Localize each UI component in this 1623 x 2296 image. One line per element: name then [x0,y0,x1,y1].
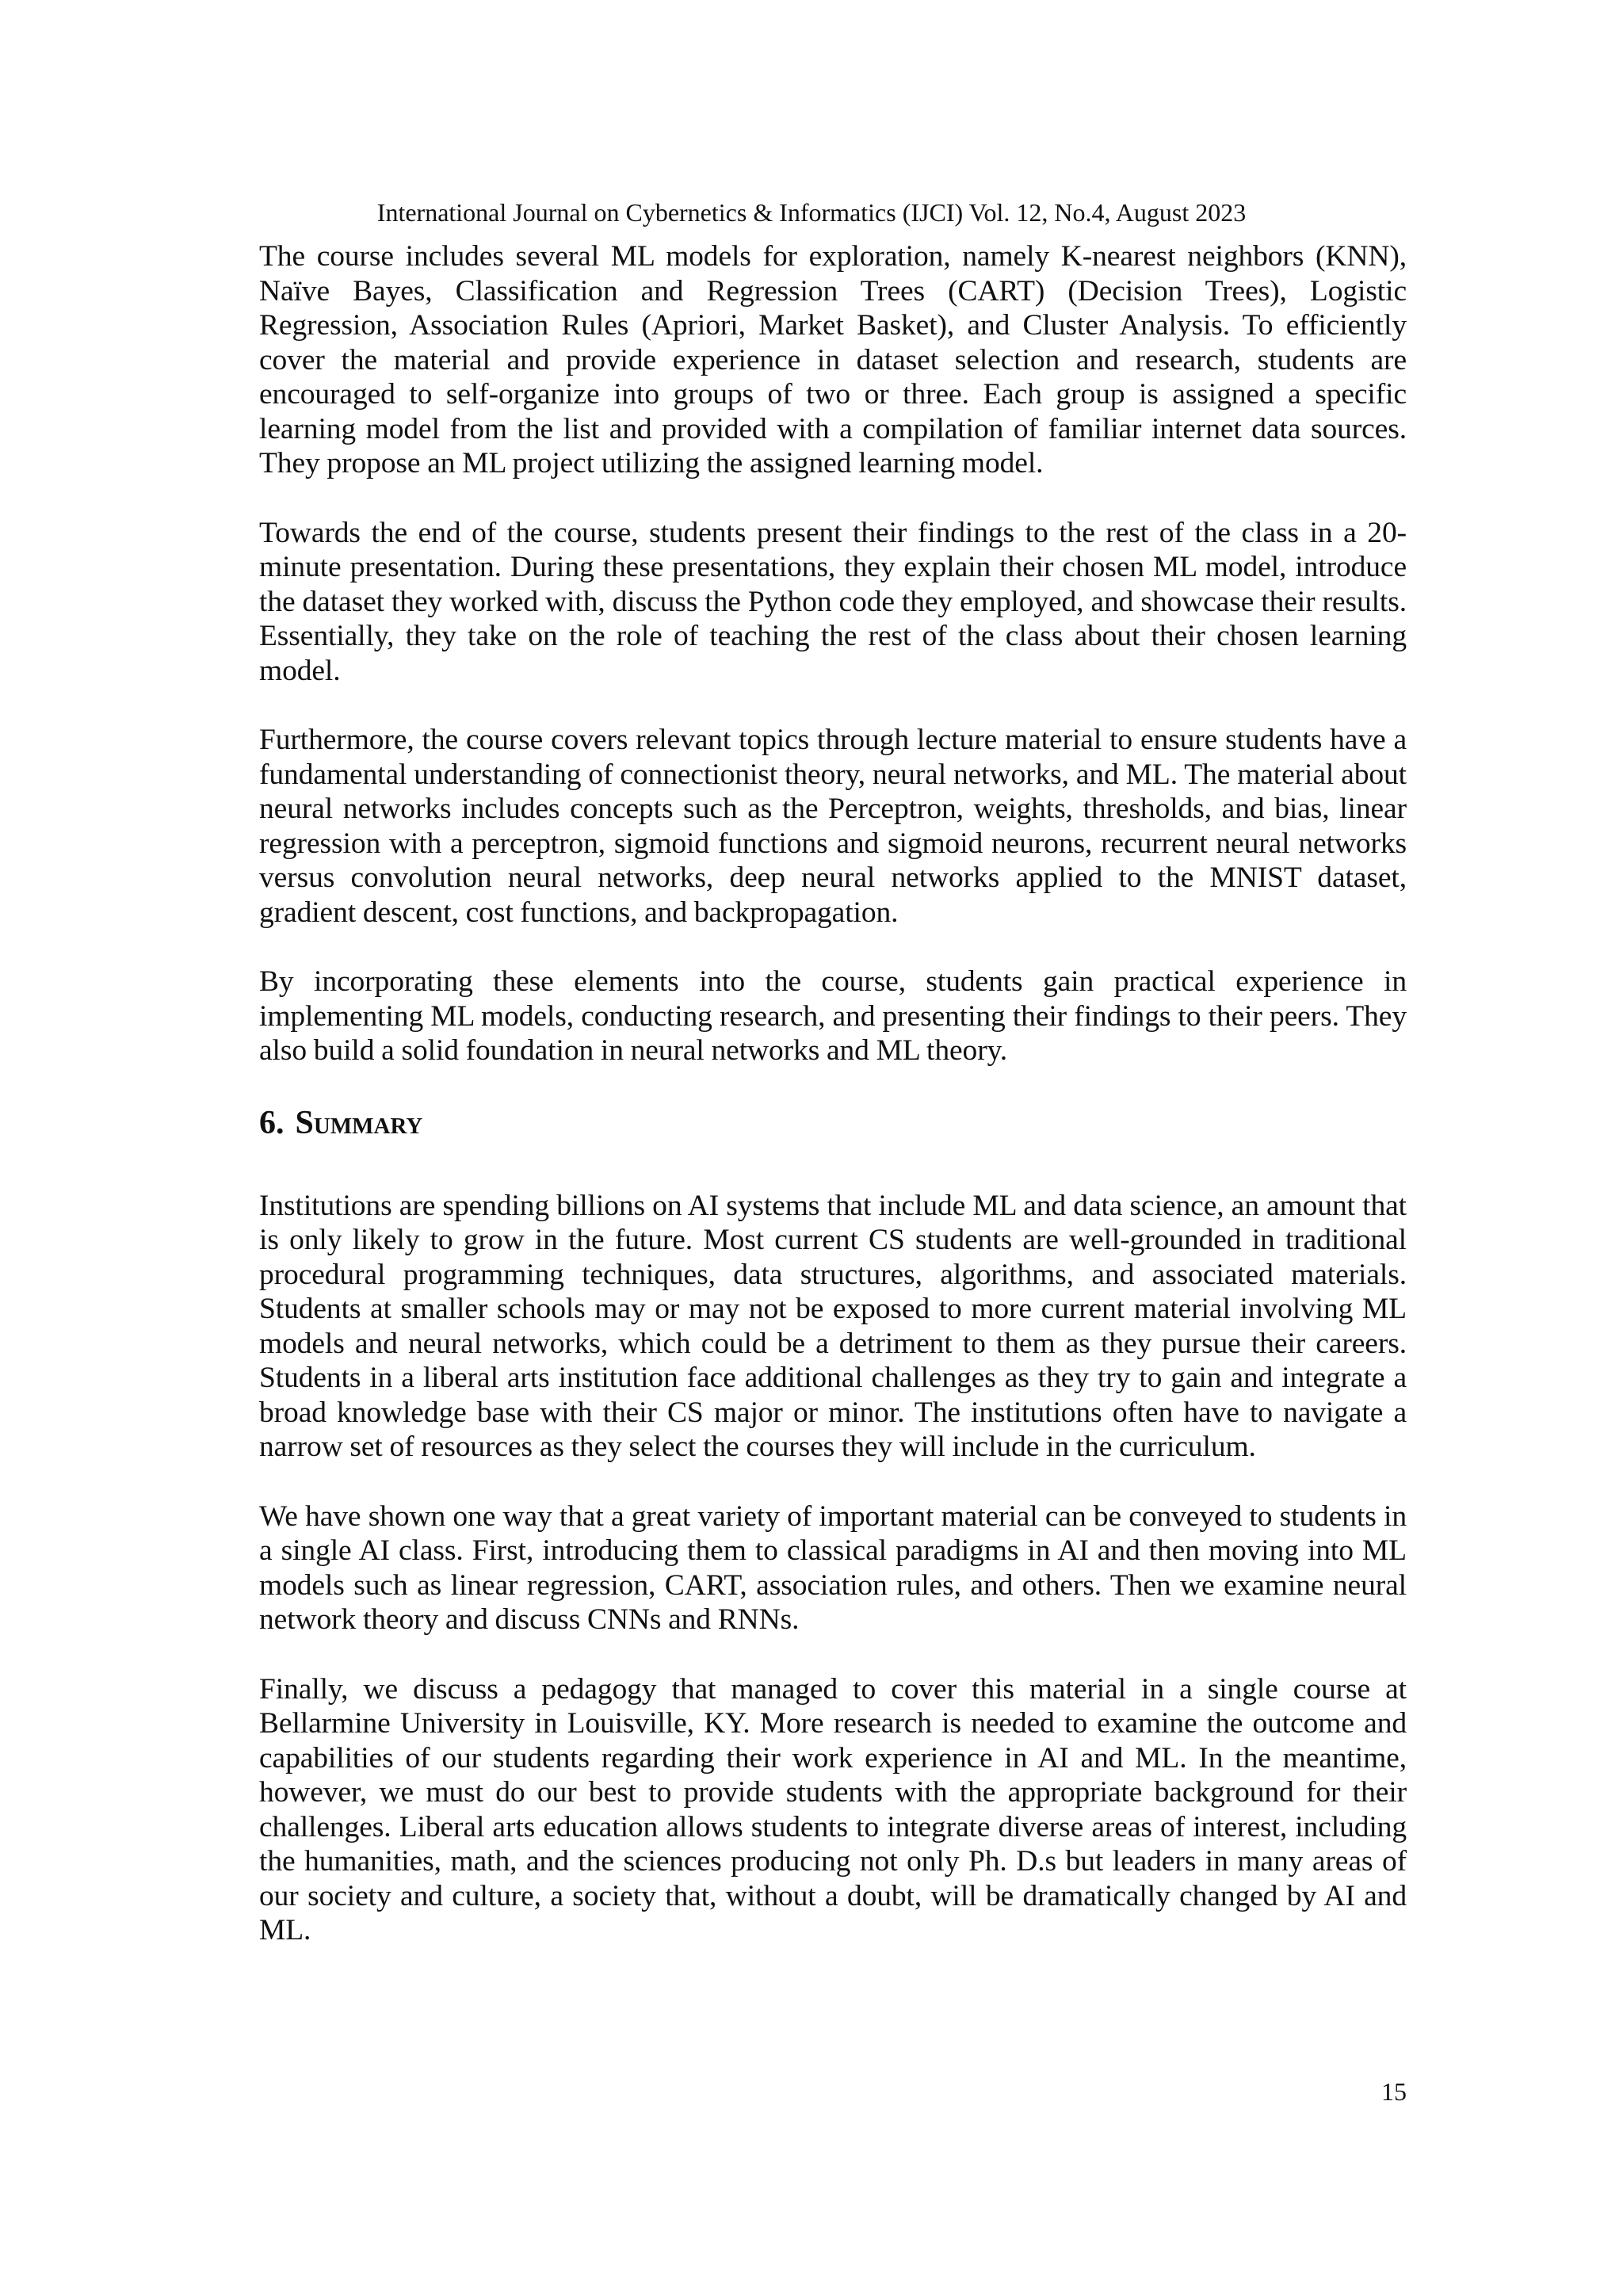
section-title: Summary [295,1104,423,1141]
section-number: 6. [259,1104,285,1141]
body-paragraph: By incorporating these elements into the course, students gain practical experience in implementing ML models, conducting research, and presenting their findings to their peers. They also build a solid foundation in neural networks and ML theory. [259,965,1407,1067]
body-paragraph: We have shown one way that a great variety of important material can be conveyed to students in a single AI class. First, introducing them to classical paradigms in AI and then moving into ML models such as linear regression, CART, association rules, and others. Then we examine neural network theory and discuss CNNs and RNNs. [259,1499,1407,1636]
body-paragraph: Institutions are spending billions on AI systems that include ML and data science, an amount that is only likely to grow in the future. Most current CS students are well-grounded in traditional procedural programming techniques, data structures, algorithms, and associated materials. Students at smaller schools may or may not be exposed to more current material involving ML models and neural networks, which could be a detriment to them as they pursue their careers. Students in a liberal arts institution face additional challenges as they try to gain and integrate a broad knowledge base with their CS major or minor. The institutions often have to navigate a narrow set of resources as they select the courses they will include in the curriculum. [259,1189,1407,1463]
body-paragraph: The course includes several ML models for exploration, namely K-nearest neighbors (KNN), Naïve Bayes, Classification and Regression Trees (CART) (Decision Trees), Logistic Regression, Association Rules (Apriori, Market Basket), and Cluster Analysis. To efficiently cover the material and provide experience in dataset selection and research, students are encouraged to self-organize into groups of two or three. Each group is assigned a specific learning model from the list and provided with a compilation of familiar internet data sources. They propose an ML project utilizing the assigned learning model. [259,240,1407,479]
running-header: International Journal on Cybernetics & Informatics (IJCI) Vol. 12, No.4, August 2023 [376,198,1247,227]
section-heading [259,1103,1407,1143]
page-number: 15 [1381,2077,1407,2106]
body-paragraph: Furthermore, the course covers relevant topics through lecture material to ensure students have a fundamental understanding of connectionist theory, neural networks, and ML. The material about neural networks includes concepts such as the Perceptron, weights, thresholds, and bias, linear regression with a perceptron, sigmoid functions and sigmoid neurons, recurrent neural networks versus convolution neural networks, deep neural networks applied to the MNIST dataset, gradient descent, cost functions, and backpropagation. [259,724,1407,929]
body-paragraph: Towards the end of the course, students present their findings to the rest of the class in a 20-minute presentation. During these presentations, they explain their chosen ML model, introduce the dataset they worked with, discuss the Python code they employed, and showcase their results. Essentially, they take on the role of teaching the rest of the class about their chosen learning model. [259,516,1407,687]
page-body [259,239,1407,1983]
body-paragraph: Finally, we discuss a pedagogy that managed to cover this material in a single course at Bellarmine University in Louisville, KY. More research is needed to examine the outcome and capabilities of our students regarding their work experience in AI and ML. In the meantime, however, we must do our best to provide students with the appropriate background for their challenges. Liberal arts education allows students to integrate diverse areas of interest, including the humanities, math, and the sciences producing not only Ph. D.s but leaders in many areas of our society and culture, a society that, without a doubt, will be dramatically changed by AI and ML. [259,1672,1407,1946]
